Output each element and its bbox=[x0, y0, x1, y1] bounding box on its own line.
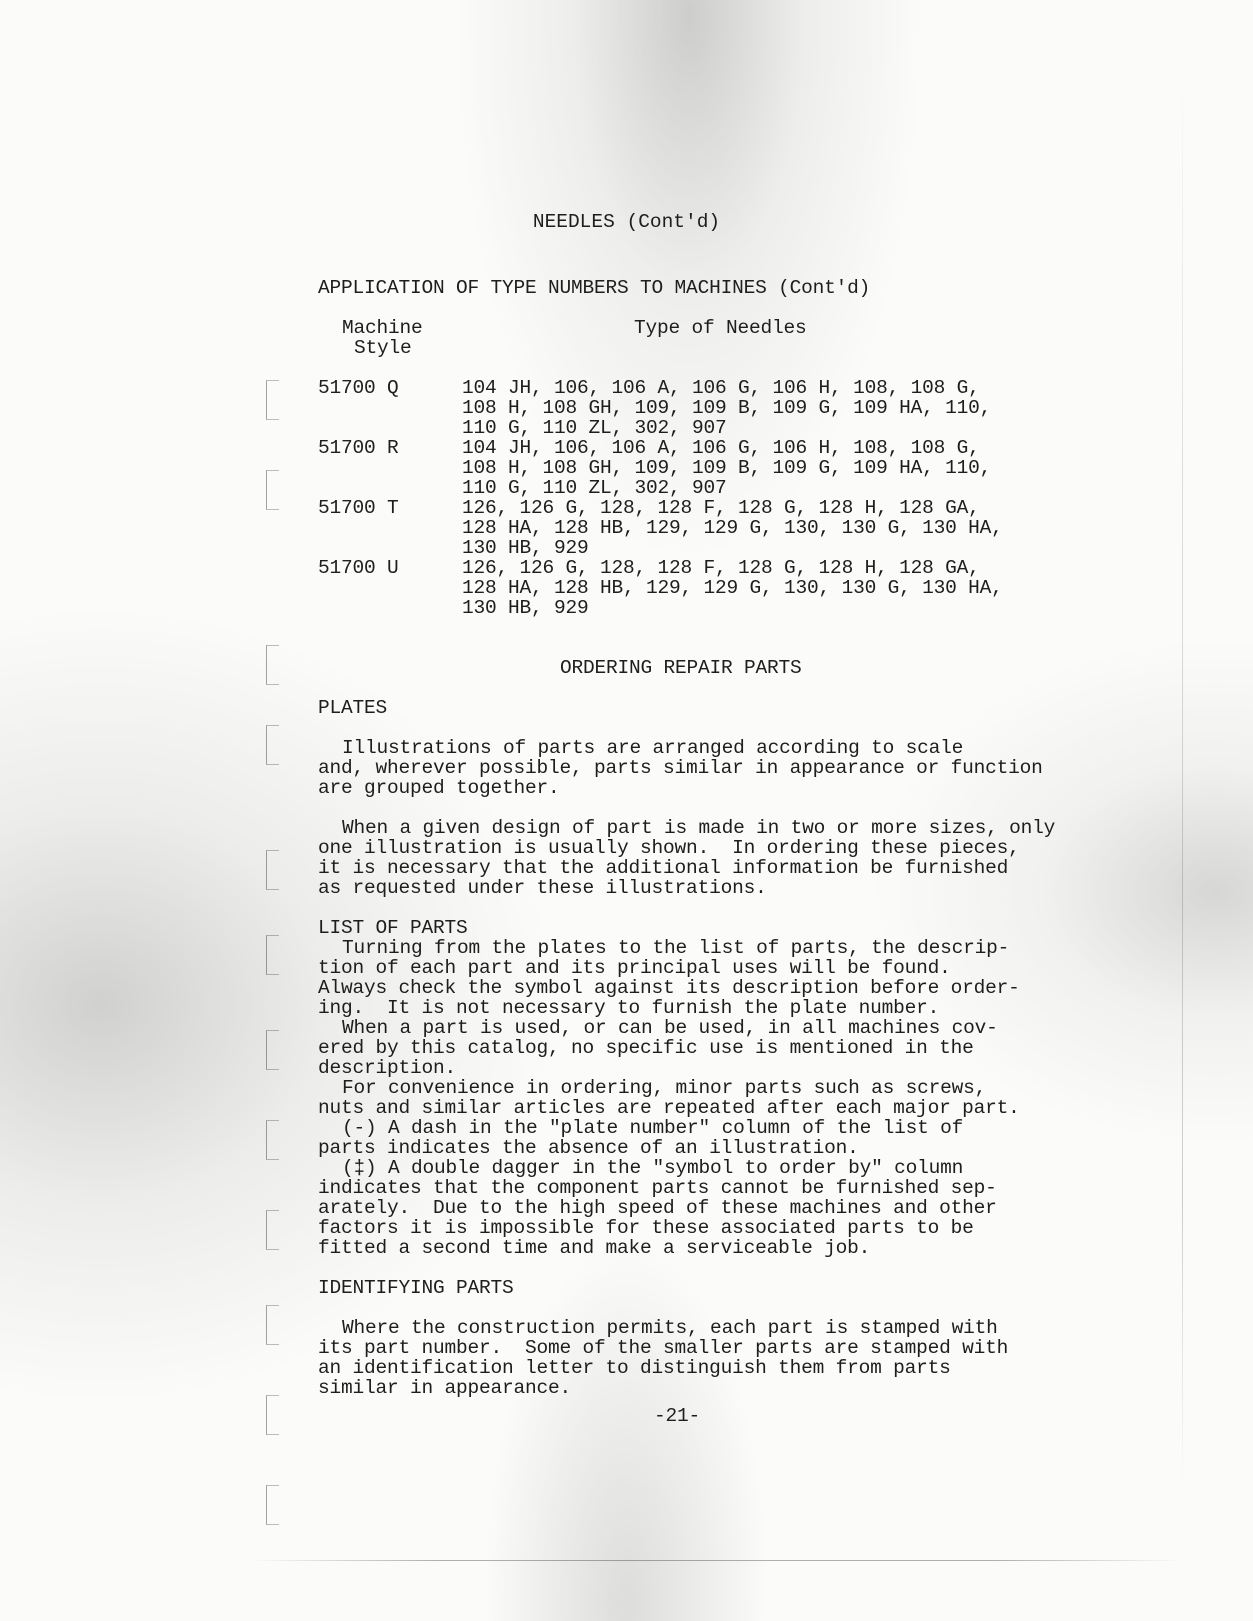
plates-heading: PLATES bbox=[318, 697, 388, 719]
list-line: (‡) A double dagger in the "symbol to order by" column bbox=[342, 1157, 964, 1179]
page-title: NEEDLES (Cont'd) bbox=[532, 211, 721, 233]
list-line: tion of each part and its principal uses will be found. bbox=[318, 957, 951, 979]
plates-para-line: Illustrations of parts are arranged according to scale bbox=[342, 737, 964, 759]
section-subtitle: APPLICATION OF TYPE NUMBERS TO MACHINES (Cont'd) bbox=[318, 277, 871, 299]
list-line: nuts and similar articles are repeated after each major part. bbox=[318, 1097, 1020, 1119]
list-line: Turning from the plates to the list of parts, the descrip- bbox=[342, 937, 1010, 959]
plates-para-line: are grouped together. bbox=[318, 777, 560, 799]
binding-mark bbox=[266, 380, 279, 420]
list-line: parts indicates the absence of an illustration. bbox=[318, 1137, 859, 1159]
list-line: indicates that the component parts cannot be furnished sep- bbox=[318, 1177, 997, 1199]
identifying-line: Where the construction permits, each part is stamped with bbox=[342, 1317, 998, 1339]
plates-para-line: it is necessary that the additional information be furnished bbox=[318, 857, 1009, 879]
needle-types-line: 108 H, 108 GH, 109, 109 B, 109 G, 109 HA, 110, bbox=[462, 397, 992, 419]
list-line: For convenience in ordering, minor parts such as screws, bbox=[342, 1077, 987, 1099]
binding-mark bbox=[266, 1030, 279, 1070]
list-line: factors it is impossible for these associated parts to be bbox=[318, 1217, 974, 1239]
needle-types-line: 104 JH, 106, 106 A, 106 G, 106 H, 108, 108 G, bbox=[462, 377, 980, 399]
list-line: ered by this catalog, no specific use is mentioned in the bbox=[318, 1037, 974, 1059]
machine-style-cell: 51700 R bbox=[318, 437, 399, 459]
machine-style-cell: 51700 T bbox=[318, 497, 399, 519]
needle-types-line: 128 HA, 128 HB, 129, 129 G, 130, 130 G, 130 HA, bbox=[462, 577, 1003, 599]
needle-types-line: 126, 126 G, 128, 128 F, 128 G, 128 H, 128 GA, bbox=[462, 497, 980, 519]
needle-types-line: 108 H, 108 GH, 109, 109 B, 109 G, 109 HA, 110, bbox=[462, 457, 992, 479]
page-edge-bottom bbox=[250, 1560, 1183, 1561]
col-header-type-of-needles: Type of Needles bbox=[634, 317, 807, 339]
needle-types-line: 104 JH, 106, 106 A, 106 G, 106 H, 108, 108 G, bbox=[462, 437, 980, 459]
ordering-title: ORDERING REPAIR PARTS bbox=[560, 657, 802, 679]
page-number: -21- bbox=[654, 1405, 701, 1427]
identifying-line: its part number. Some of the smaller parts are stamped with bbox=[318, 1337, 1009, 1359]
list-line: fitted a second time and make a serviceable job. bbox=[318, 1237, 871, 1259]
binding-mark bbox=[266, 725, 279, 765]
identifying-line: similar in appearance. bbox=[318, 1377, 572, 1399]
binding-mark bbox=[266, 935, 279, 975]
machine-style-cell: 51700 Q bbox=[318, 377, 399, 399]
needle-types-line: 130 HB, 929 bbox=[462, 537, 589, 559]
binding-mark bbox=[266, 1210, 279, 1250]
plates-para-line: When a given design of part is made in two or more sizes, only bbox=[342, 817, 1056, 839]
list-line: When a part is used, or can be used, in all machines cov- bbox=[342, 1017, 998, 1039]
binding-mark bbox=[266, 645, 279, 685]
needle-types-line: 128 HA, 128 HB, 129, 129 G, 130, 130 G, 130 HA, bbox=[462, 517, 1003, 539]
needle-types-line: 126, 126 G, 128, 128 F, 128 G, 128 H, 128 GA, bbox=[462, 557, 980, 579]
identifying-line: an identification letter to distinguish them from parts bbox=[318, 1357, 951, 1379]
list-line: ing. It is not necessary to furnish the plate number. bbox=[318, 997, 940, 1019]
plates-para-line: and, wherever possible, parts similar in appearance or function bbox=[318, 757, 1043, 779]
binding-mark bbox=[266, 850, 279, 890]
needle-types-line: 110 G, 110 ZL, 302, 907 bbox=[462, 477, 727, 499]
binding-mark bbox=[266, 1120, 279, 1160]
list-line: description. bbox=[318, 1057, 457, 1079]
col-header-style: Style bbox=[354, 337, 412, 359]
list-line: arately. Due to the high speed of these machines and other bbox=[318, 1197, 997, 1219]
col-header-machine: Machine bbox=[342, 317, 423, 339]
needle-types-line: 130 HB, 929 bbox=[462, 597, 589, 619]
plates-para-line: one illustration is usually shown. In ordering these pieces, bbox=[318, 837, 1020, 859]
binding-mark bbox=[266, 1395, 279, 1435]
binding-mark bbox=[266, 1305, 279, 1345]
page-edge-right bbox=[1182, 60, 1183, 1490]
identifying-parts-heading: IDENTIFYING PARTS bbox=[318, 1277, 514, 1299]
needle-types-line: 110 G, 110 ZL, 302, 907 bbox=[462, 417, 727, 439]
list-of-parts-heading: LIST OF PARTS bbox=[318, 917, 468, 939]
binding-hole-marks bbox=[262, 380, 292, 1520]
machine-style-cell: 51700 U bbox=[318, 557, 399, 579]
binding-mark bbox=[266, 470, 279, 510]
plates-para-line: as requested under these illustrations. bbox=[318, 877, 767, 899]
list-line: (-) A dash in the "plate number" column of the list of bbox=[342, 1117, 964, 1139]
list-line: Always check the symbol against its description before order- bbox=[318, 977, 1020, 999]
binding-mark bbox=[266, 1485, 279, 1525]
